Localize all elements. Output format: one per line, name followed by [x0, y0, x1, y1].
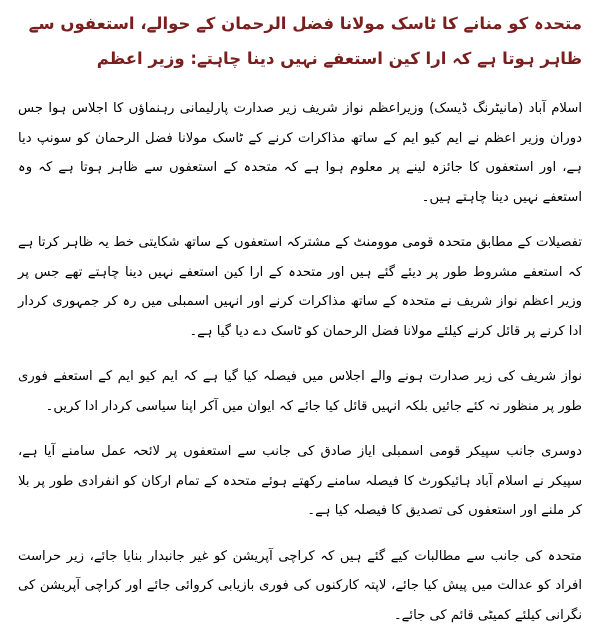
article-paragraph: تفصیلات کے مطابق متحدہ قومی موومنٹ کے مشترکہ استعفوں کے ساتھ شکایتی خط یہ ظاہر کرتا ہے کہ استعفے مشروط طور پر دیئے گئے ہیں اور متحدہ کے ارا کین استعفے نہیں دینا چاہتے تھے جس پر وزیر اعظم نواز شریف نے متحدہ کے ساتھ مذاکرات کرنے اور انہیں اسمبلی میں رہ کر جمہوری کردار ادا کرنے پر قائل کرنے کیلئے مولانا فضل الرحمان کو ٹاسک دے دیا گیا ہے۔: [18, 228, 582, 346]
article-paragraph: اسلام آباد (مانیٹرنگ ڈیسک) وزیراعظم نواز شریف زیر صدارت پارلیمانی رہنماؤں کا اجلاس ہوا جس دوران وزیر اعظم نے ایم کیو ایم کے ساتھ مذاکرات کرنے کے ٹاسک مولانا فضل الرحمان کو سونپ دیا ہے، اور استعفوں کا جائزہ لینے پر معلوم ہوا ہے کہ متحدہ کے استعفوں سے ظاہر ہوتا ہے کہ وہ استعفے نہیں دینا چاہتے ہیں۔: [18, 94, 582, 212]
article-paragraph: متحدہ کی جانب سے مطالبات کیے گئے ہیں کہ کراچی آپریشن کو غیر جانبدار بنایا جائے، زیر حراست افراد کو عدالت میں پیش کیا جائے، لاپتہ کارکنوں کی فوری بازیابی کروائی جائے اور کراچی آپریشن کی نگرانی کیلئے کمیٹی قائم کی جائے۔: [18, 542, 582, 630]
article-headline: متحدہ کو منانے کا ٹاسک مولانا فضل الرحمان کے حوالے، استعفوں سے ظاہر ہوتا ہے کہ ارا کین استعفے نہیں دینا چاہتے: وزیر اعظم: [18, 6, 582, 76]
article-paragraph: نواز شریف کی زیر صدارت ہونے والے اجلاس میں فیصلہ کیا گیا ہے کہ ایم کیو ایم کے استعفے فوری طور پر منظور نہ کئے جائیں بلکہ انہیں قائل کیا جائے کہ ایوان میں آکر اپنا سیاسی کردار ادا کریں۔: [18, 362, 582, 421]
article-paragraph: دوسری جانب سپیکر قومی اسمبلی ایاز صادق کی جانب سے استعفوں پر لائحہ عمل سامنے آیا ہے، سپیکر نے اسلام آباد ہائیکورٹ کا فیصلہ سامنے رکھتے ہوئے متحدہ کے تمام ارکان کو انفرادی طور پر بلا کر ملنے اور استعفوں کی تصدیق کا فیصلہ کیا ہے۔: [18, 437, 582, 526]
